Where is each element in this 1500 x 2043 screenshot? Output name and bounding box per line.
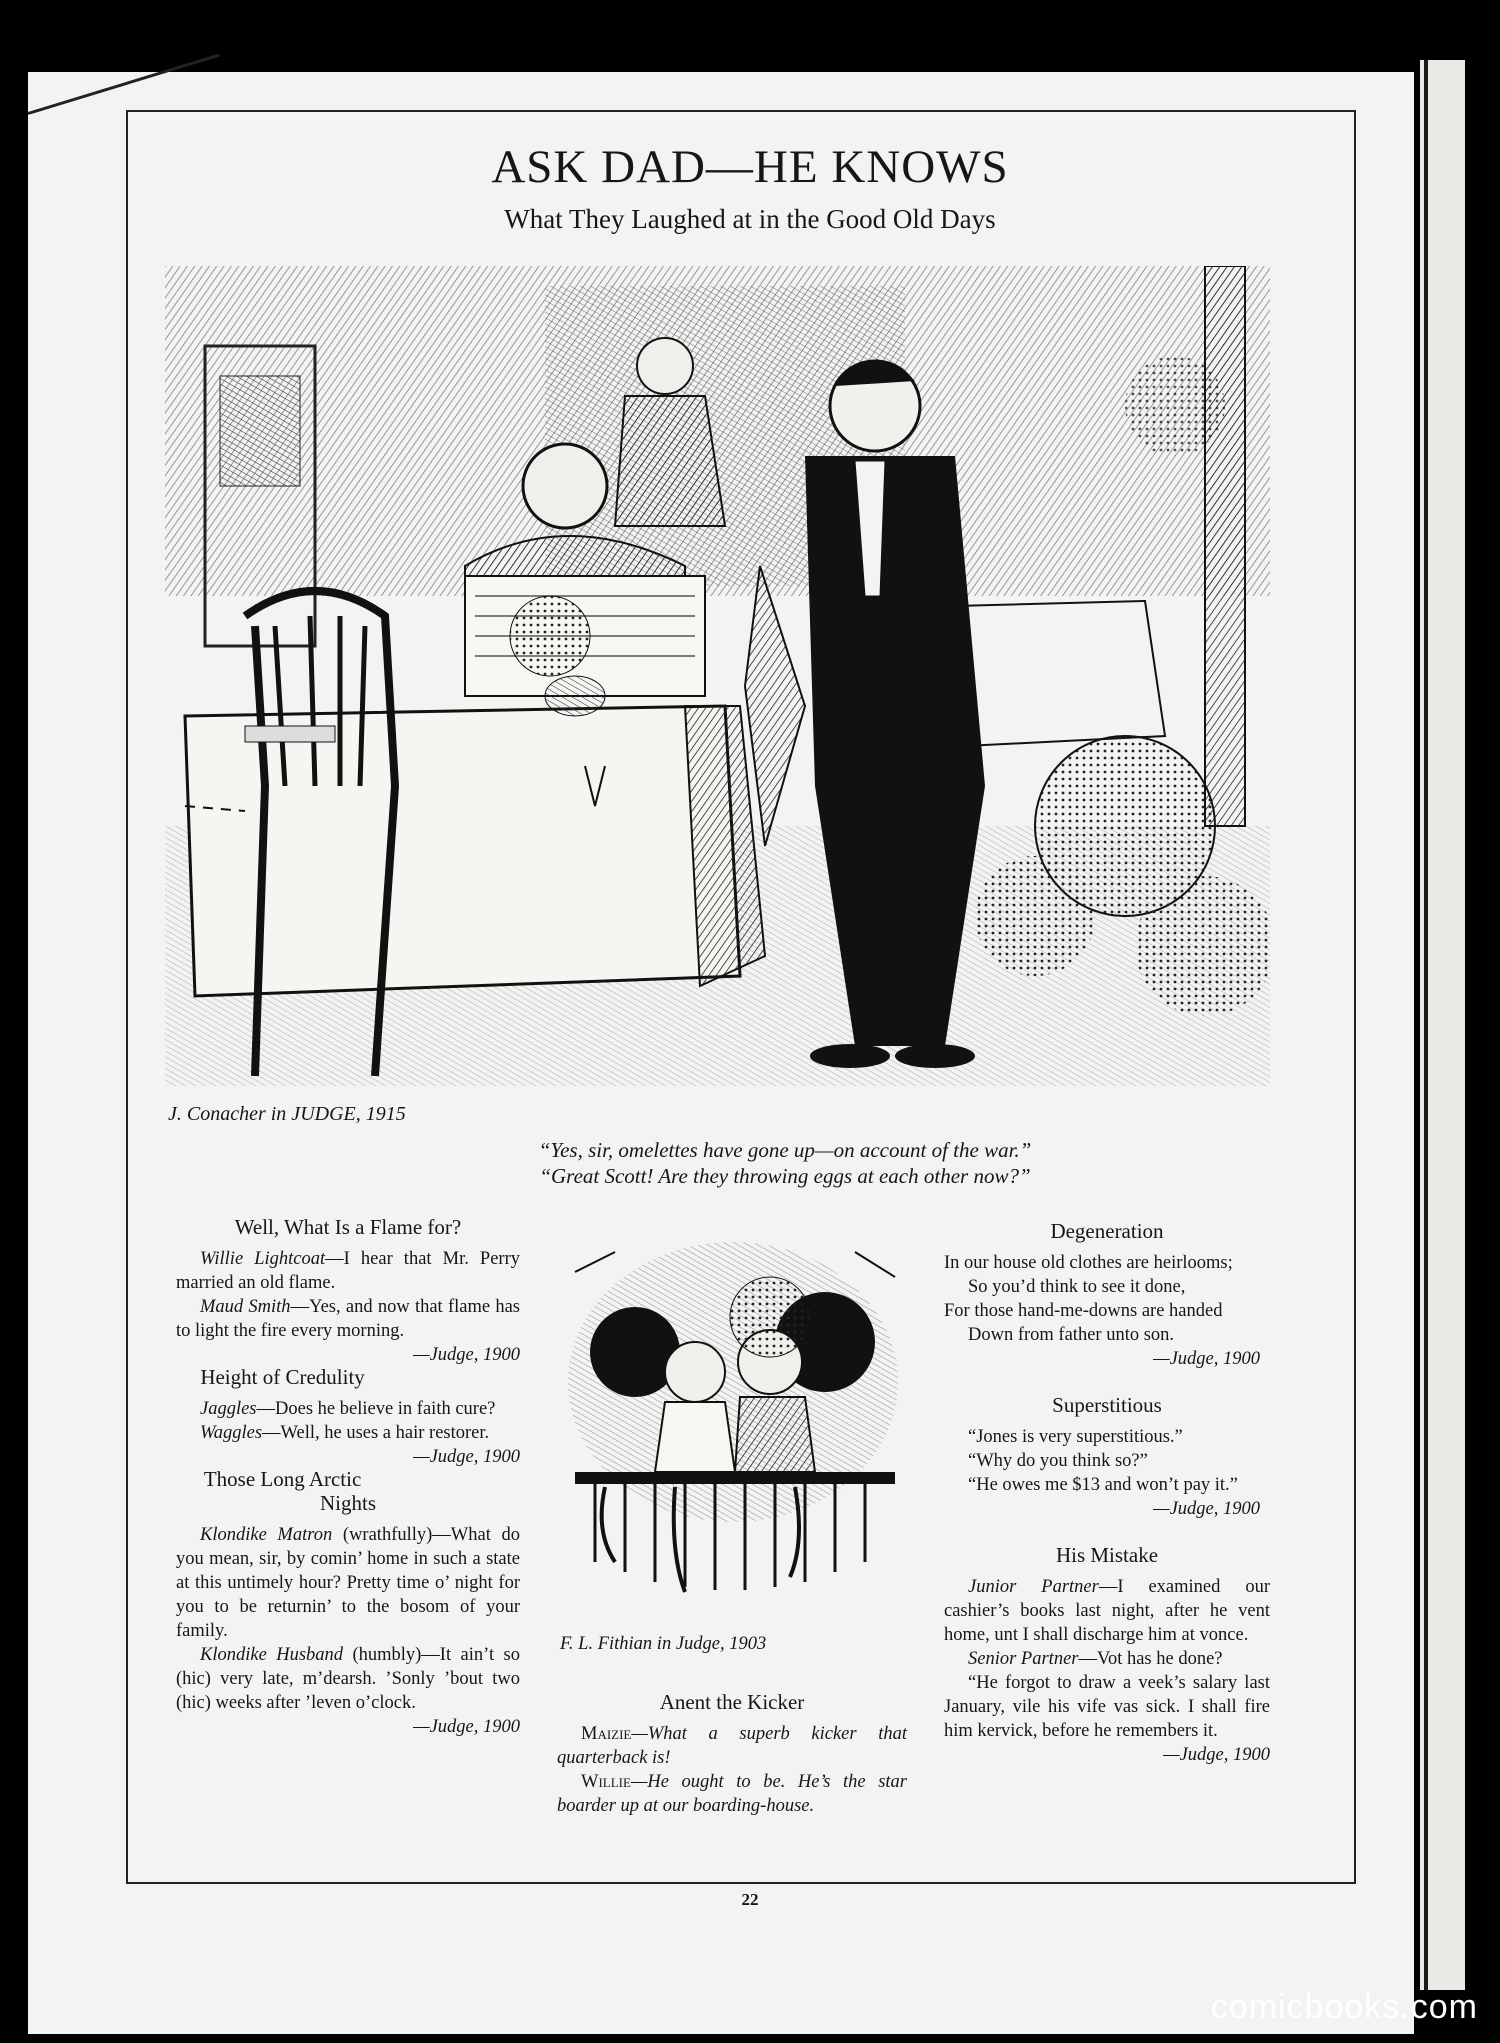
joke-superstitious-line-3: “He owes me $13 and won’t pay it.” xyxy=(968,1475,1238,1495)
joke-heading-degeneration: Degeneration xyxy=(1050,1219,1164,1243)
center-cartoon-credit: F. L. Fithian in Judge, 1903 xyxy=(560,1634,767,1654)
joke-heading-superstitious: Superstitious xyxy=(1052,1393,1162,1417)
joke-source: —Judge, 1900 xyxy=(1153,1349,1260,1369)
joke-heading-kicker: Anent the Kicker xyxy=(659,1690,805,1714)
joke-mistake-line-3 xyxy=(944,1671,1270,1765)
speaker-name: Senior Partner xyxy=(968,1649,1079,1669)
dialogue-text: —I hear that Mr. Perry married an old flame. xyxy=(176,1249,520,1293)
main-cartoon-caption-line-2: “Great Scott! Are they throwing eggs at each other now?” xyxy=(539,1164,1031,1188)
speaker-name: Junior Partner xyxy=(968,1577,1099,1597)
dialogue-text: (humbly)—It ain’t so (hic) very late, m’dearsh. ’Sonly ’bout two (hic) weeks after ’leven o’clock. xyxy=(176,1645,520,1713)
joke-arctic-line-2 xyxy=(176,1643,520,1737)
speaker-name: Waggles xyxy=(200,1423,263,1443)
center-column xyxy=(557,1690,907,1818)
dialogue-text: (wrathfully)—What do you mean, sir, by comin’ home in such a state at this untimely hour? Pretty time o’ night for you to be returnin’ to the bosom of your family. xyxy=(176,1525,521,1641)
page-crease xyxy=(28,54,220,115)
poem-degeneration xyxy=(944,1251,1270,1371)
verse-line: Down from father unto son. xyxy=(968,1325,1175,1345)
joke-superstitious-line-1: “Jones is very superstitious.” xyxy=(968,1427,1183,1447)
speaker-name: Willie xyxy=(581,1772,631,1792)
joke-heading-mistake: His Mistake xyxy=(1055,1543,1159,1567)
page-subtitle: What They Laughed at in the Good Old Days xyxy=(504,204,996,234)
joke-arctic-line-1 xyxy=(176,1523,520,1643)
speaker-name: Willie Lightcoat xyxy=(200,1249,326,1269)
dialogue-text: —I examined our cashier’s books last night, after he vent home, unt I shall discharge him at vonce. xyxy=(944,1577,1270,1645)
joke-credulity-line-1 xyxy=(176,1397,520,1421)
page-number: 22 xyxy=(741,1890,759,1909)
speaker-name: Jaggles xyxy=(200,1399,257,1419)
main-cartoon-credit: J. Conacher in JUDGE, 1915 xyxy=(168,1103,406,1125)
football-crowd-illustration xyxy=(555,1232,910,1622)
speaker-name: Maizie xyxy=(581,1724,632,1744)
verse-line: So you’d think to see it done, xyxy=(968,1277,1186,1297)
speaker-name: Maud Smith xyxy=(200,1297,291,1317)
verse-line: For those hand-me-downs are handed xyxy=(944,1301,1223,1321)
joke-heading-flame: Well, What Is a Flame for? xyxy=(234,1215,462,1239)
main-cartoon-caption-line-1: “Yes, sir, omelettes have gone up—on account of the war.” xyxy=(538,1138,1032,1162)
joke-heading-credulity: Height of Credulity xyxy=(200,1365,365,1389)
joke-source: —Judge, 1900 xyxy=(413,1447,520,1467)
dialogue-text: —What a superb kicker that quarterback is! xyxy=(557,1724,907,1768)
joke-superstitious-line-2: “Why do you think so?” xyxy=(968,1451,1148,1471)
right-column xyxy=(944,1219,1270,1767)
dialogue-text: —He ought to be. He’s the star boarder up at our boarding-house. xyxy=(557,1772,907,1816)
site-watermark: comicbooks.com xyxy=(1210,1988,1478,2026)
joke-flame-line-2 xyxy=(176,1295,520,1365)
speaker-name: Klondike Matron xyxy=(200,1525,333,1545)
adjacent-page-edge xyxy=(1420,60,1465,1990)
joke-credulity-line-2 xyxy=(176,1421,520,1467)
joke-source: —Judge, 1900 xyxy=(1163,1745,1270,1765)
dialogue-text: —Does he believe in faith cure? xyxy=(256,1399,496,1419)
joke-kicker-line-1 xyxy=(557,1722,907,1770)
joke-mistake-line-2 xyxy=(944,1647,1270,1671)
left-column xyxy=(176,1215,520,1739)
joke-mistake-line-1 xyxy=(944,1575,1270,1647)
dialogue-text: —Yes, and now that flame has to light the fire every morning. xyxy=(176,1297,520,1341)
dialogue-text: —Well, he uses a hair restorer. xyxy=(262,1423,490,1443)
joke-source: —Judge, 1900 xyxy=(1153,1499,1260,1519)
dialogue-text: “He forgot to draw a veek’s salary last January, vile his vife vas sick. I shall fire him kervick, before he remembers it. xyxy=(944,1673,1270,1741)
dialogue-text: —Vot has he done? xyxy=(1078,1649,1223,1669)
verse-line: In our house old clothes are heirlooms; xyxy=(944,1253,1233,1273)
joke-heading-arctic: Those Long Arctic Nights xyxy=(203,1467,376,1515)
restaurant-cartoon-illustration xyxy=(165,266,1270,1086)
joke-flame-line-1 xyxy=(176,1247,520,1295)
speaker-name: Klondike Husband xyxy=(200,1645,344,1665)
joke-kicker-line-2 xyxy=(557,1770,907,1818)
joke-source: —Judge, 1900 xyxy=(413,1345,520,1365)
page-title: ASK DAD—HE KNOWS xyxy=(491,141,1009,193)
joke-source: —Judge, 1900 xyxy=(413,1717,520,1737)
